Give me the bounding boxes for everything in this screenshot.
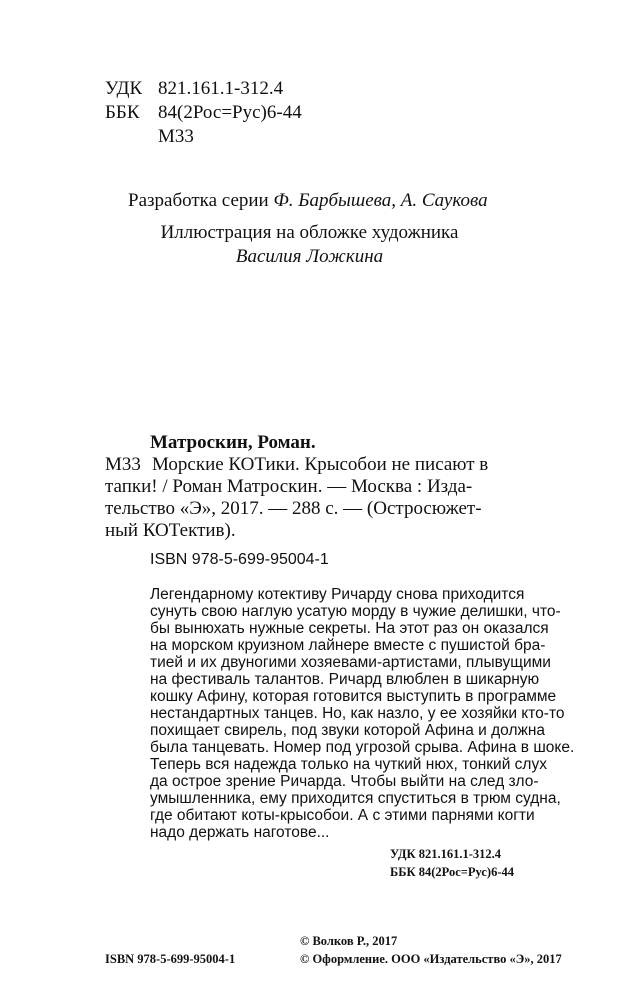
annotation-line-5: тией и их двуногими хозяевами-артистами, плывущими — [150, 654, 551, 671]
annotation-line-10: была танцевать. Номер под угрозой срыва. Афина в шоке. — [150, 739, 575, 756]
annotation-line-14: где обитают коты-крысобои. А с этими парнями когти — [150, 807, 535, 824]
copyright-isbn: ISBN 978-5-699-95004-1 — [105, 952, 236, 966]
cover-artist-name: Василия Ложкина — [235, 246, 384, 267]
annotation-line-7: кошку Афину, которая готовится выступить в программе — [150, 688, 557, 705]
annotation-line-8: нестандартных танцев. Но, как назло, у ее хозяйки кто-то — [150, 705, 565, 722]
catalog-line-4: ный КОТектив). — [105, 520, 236, 541]
author-copyright: © Волков Р., 2017 — [300, 934, 398, 948]
annotation-line-15: надо держать наготове... — [150, 824, 330, 841]
annotation-line-13: умышленника, ему приходится спуститься в трюм судна, — [150, 790, 561, 807]
bbk-value: 84(2Рос=Рус)6-44 — [158, 102, 302, 123]
udk-value: 821.161.1-312.4 — [158, 78, 284, 99]
footer-udk: УДК 821.161.1-312.4 — [390, 847, 501, 861]
series-credit — [128, 190, 488, 212]
annotation-line-3: бы вынюхать нужные секреты. На этот раз он оказался — [150, 620, 549, 637]
author-mark-top: М33 — [158, 126, 194, 147]
annotation-line-12: да острое зрение Ричарда. Чтобы выйти на след зло- — [150, 773, 539, 790]
annotation-line-1: Легендарному котективу Ричарду снова приходится — [150, 586, 525, 603]
catalog-line-3: тельство «Э», 2017. — 288 с. — (Остросюжет- — [105, 498, 482, 519]
catalog-line-1: Морские КОТики. Крысобои не писают в — [152, 454, 489, 475]
bbk-label: ББК — [105, 102, 140, 123]
catalog-author-mark: М33 — [105, 454, 141, 475]
annotation-line-6: на фестиваль талантов. Ричард влюблен в шикарную — [150, 671, 540, 688]
udk-label: УДК — [105, 78, 143, 99]
annotation-line-4: на морском круизном лайнере вместе с пушистой бра- — [150, 637, 546, 654]
catalog-line-2: тапки! / Роман Матроскин. — Москва : Изда- — [105, 476, 473, 497]
annotation-line-9: похищает свирель, под звуки которой Афина и должна — [150, 722, 546, 739]
series-credit-prefix: Разработка серии — [128, 190, 274, 211]
cover-illustration-line: Иллюстрация на обложке художника — [160, 222, 459, 243]
catalog-isbn: ISBN 978-5-699-95004-1 — [150, 551, 329, 568]
catalog-author-heading: Матроскин, Роман. — [150, 432, 316, 453]
design-copyright: © Оформление. ООО «Издательство «Э», 2017 — [300, 952, 562, 966]
series-credit-authors: Ф. Барбышева, А. Саукова — [273, 190, 488, 211]
footer-bbk: ББК 84(2Рос=Рус)6-44 — [390, 865, 514, 879]
annotation-line-11: Теперь вся надежда только на чуткий нюх, тонкий слух — [150, 756, 547, 773]
annotation-line-2: сунуть свою наглую усатую морду в чужие делишки, что- — [150, 603, 561, 620]
